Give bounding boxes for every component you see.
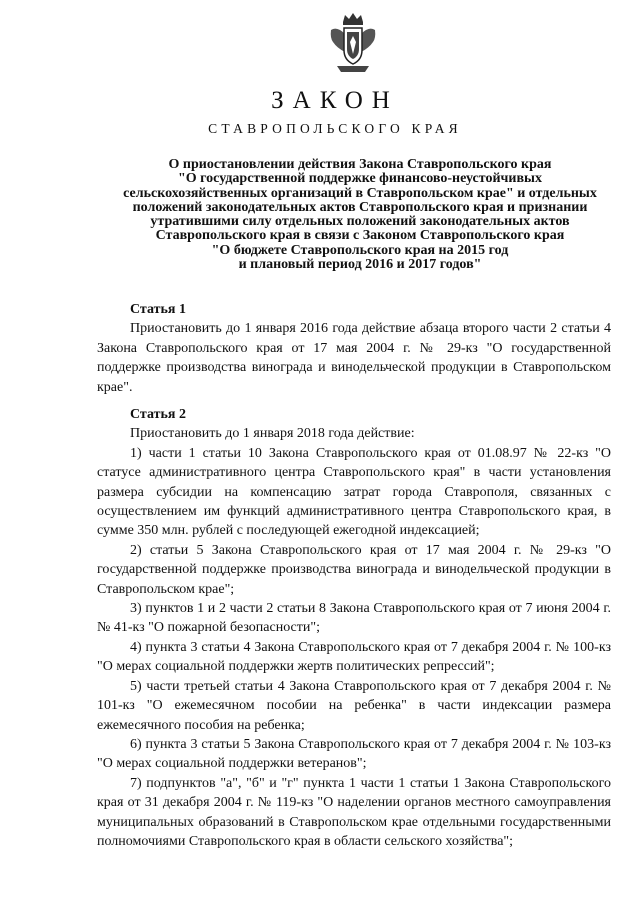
article-2-item-7: 7) подпунктов "а", "б" и "г" пункта 1 части 1 статьи 1 Закона Ставропольского края от 31 декабря 2004 г. № 119-кз "О наделении органов местного самоуправления муниципальных образований в Ставропольском крае отдельными государственными полномочиями Ставропольского края в области сельского хозяйства"; xyxy=(97,775,611,849)
article-2-item-5: 5) части третьей статьи 4 Закона Ставропольского края от 7 декабря 2004 г. № 101-кз "О ежемесячном пособии на ребенка" в части индексации размера ежемесячного пособия на ребенка; xyxy=(97,678,611,733)
document-subtitle: СТАВРОПОЛЬСКОГО КРАЯ xyxy=(208,121,462,136)
article-1-title: Статья 1 xyxy=(130,302,186,317)
heading-line: "О государственной поддержке финансово-неустойчивых xyxy=(178,171,542,187)
heading-line: Ставропольского края в связи с Законом Ставропольского края xyxy=(155,228,565,244)
article-2-item-2: 2) статьи 5 Закона Ставропольского края от 17 мая 2004 г. № 29-кз "О государственной поддержке производства винограда и винодельческой продукции в Ставропольском крае"; xyxy=(97,542,611,597)
document-title: ЗАКОН xyxy=(271,87,399,114)
heading-line: О приостановлении действия Закона Ставропольского края xyxy=(168,157,552,172)
article-2-item-1: 1) части 1 статьи 10 Закона Ставропольского края от 01.08.97 № 22-кз "О статусе административного центра Ставропольского края" в части установления размера субсидии на компенсацию затрат города Ставрополя, связанных с осуществлением им функций административного центра Ставропольского края, в сумме 350 млн. рублей с последующей ежегодной индексацией; xyxy=(97,445,611,539)
law-heading xyxy=(120,158,600,272)
heading-line: "О бюджете Ставропольского края на 2015 год xyxy=(211,242,509,258)
article-2-intro: Приостановить до 1 января 2018 года действие: xyxy=(130,426,415,442)
heading-line: положений законодательных актов Ставропольского края и признании xyxy=(132,199,588,215)
article-1-text: Приостановить до 1 января 2016 года действие абзаца второго части 2 статьи 4 Закона Ставропольского края от 17 мая 2004 г. № 29-кз "О государственной поддержке производства винограда и винодельческой продукции в Ставропольском крае". xyxy=(97,321,611,395)
article-2-title: Статья 2 xyxy=(130,407,186,422)
coat-of-arms-emblem-icon xyxy=(327,12,379,76)
heading-line: сельскохозяйственных организаций в Ставропольском крае" и отдельных xyxy=(123,185,597,201)
article-1 xyxy=(97,300,611,397)
heading-line: и плановый период 2016 и 2017 годов" xyxy=(238,257,482,273)
article-2 xyxy=(97,405,611,851)
article-2-item-3: 3) пунктов 1 и 2 части 2 статьи 8 Закона Ставропольского края от 7 июня 2004 г. № 41-кз "О пожарной безопасности"; xyxy=(97,601,611,636)
article-2-item-6: 6) пункта 3 статьи 5 Закона Ставропольского края от 7 декабря 2004 г. № 103-кз "О мерах социальной поддержки ветеранов"; xyxy=(97,736,611,772)
article-2-item-4: 4) пункта 3 статьи 4 Закона Ставропольского края от 7 декабря 2004 г. № 100-кз "О мерах социальной поддержки жертв политических репрессий"; xyxy=(97,639,611,675)
heading-line: утратившими силу отдельных положений законодательных актов xyxy=(150,214,570,230)
